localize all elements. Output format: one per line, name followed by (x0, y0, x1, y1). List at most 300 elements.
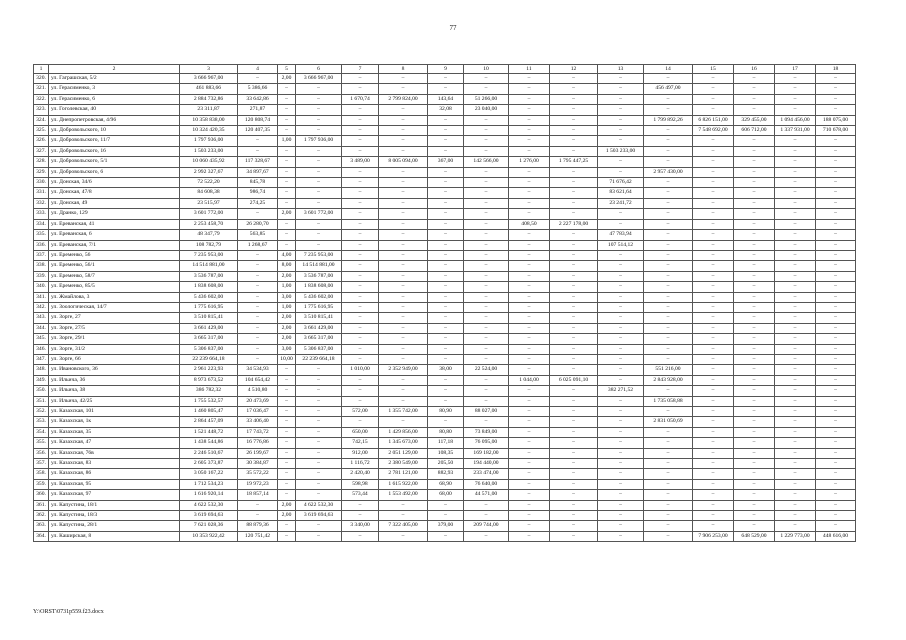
value-cell: 2,00 (278, 511, 296, 521)
row-number-cell: 343. (34, 313, 49, 323)
value-cell: – (775, 438, 816, 448)
value-cell: – (775, 490, 816, 500)
value-cell: 1 616 920,14 (180, 490, 238, 500)
value-cell: – (550, 511, 598, 521)
value-cell: – (238, 250, 278, 260)
table-row (34, 511, 856, 521)
value-cell: – (428, 115, 464, 125)
value-cell: – (816, 84, 856, 94)
value-cell: 2 831 050,69 (644, 417, 693, 427)
value-cell: – (693, 396, 734, 406)
value-cell: – (342, 417, 379, 427)
value-cell: 88 027,00 (464, 407, 509, 417)
value-cell: – (693, 448, 734, 458)
table-row (34, 167, 856, 177)
value-cell: – (238, 292, 278, 302)
value-cell: – (816, 334, 856, 344)
value-cell: – (816, 417, 856, 427)
value-cell: – (775, 500, 816, 510)
value-cell: – (598, 459, 644, 469)
value-cell: – (775, 375, 816, 385)
value-cell: – (342, 105, 379, 115)
value-cell: – (296, 84, 342, 94)
value-cell: – (278, 531, 296, 541)
value-cell: 710 678,00 (816, 126, 856, 136)
value-cell: 7 322 405,00 (379, 521, 428, 531)
value-cell: – (550, 271, 598, 281)
value-cell: – (509, 146, 550, 156)
value-cell: 84 608,38 (180, 188, 238, 198)
value-cell: – (550, 230, 598, 240)
value-cell: – (693, 94, 734, 104)
value-cell: – (816, 354, 856, 364)
value-cell: – (509, 354, 550, 364)
row-number-cell: 329. (34, 167, 49, 177)
value-cell: – (598, 365, 644, 375)
value-cell: – (428, 136, 464, 146)
value-cell: – (734, 136, 775, 146)
value-cell: – (644, 459, 693, 469)
value-cell: 1 670,74 (342, 94, 379, 104)
value-cell: – (775, 479, 816, 489)
value-cell: – (464, 146, 509, 156)
table-row (34, 105, 856, 115)
value-cell: – (598, 115, 644, 125)
value-cell: 986,74 (238, 188, 278, 198)
value-cell: – (379, 386, 428, 396)
value-cell: – (379, 313, 428, 323)
value-cell: – (509, 334, 550, 344)
value-cell: 205,50 (428, 459, 464, 469)
value-cell: – (693, 313, 734, 323)
value-cell: 2 799 824,00 (379, 94, 428, 104)
value-cell: 23 311,87 (180, 105, 238, 115)
value-cell: 2 253 458,70 (180, 219, 238, 229)
value-cell: – (296, 386, 342, 396)
table-row (34, 146, 856, 156)
value-cell: – (278, 146, 296, 156)
row-number-cell: 363. (34, 521, 49, 531)
value-cell: 2 961 223,93 (180, 365, 238, 375)
value-cell: – (693, 157, 734, 167)
value-cell: – (509, 479, 550, 489)
address-cell: ул. Ильича, 36 (49, 375, 180, 385)
value-cell: – (509, 282, 550, 292)
value-cell: – (509, 365, 550, 375)
value-cell: 1 010,00 (342, 365, 379, 375)
value-cell: 7 621 028,36 (180, 521, 238, 531)
value-cell: 44 571,00 (464, 490, 509, 500)
value-cell: 598,98 (342, 479, 379, 489)
value-cell: – (509, 230, 550, 240)
value-cell: 3 050 167,22 (180, 469, 238, 479)
register-table (33, 64, 856, 542)
value-cell: – (816, 250, 856, 260)
value-cell: – (734, 157, 775, 167)
value-cell: – (342, 146, 379, 156)
value-cell: – (693, 354, 734, 364)
value-cell: – (693, 219, 734, 229)
value-cell: – (509, 313, 550, 323)
value-cell: 1 795 447,25 (550, 157, 598, 167)
row-number-cell: 352. (34, 407, 49, 417)
value-cell: – (428, 250, 464, 260)
value-cell: – (296, 126, 342, 136)
table-row (34, 157, 856, 167)
value-cell: 1 553 492,00 (379, 490, 428, 500)
address-cell: ул. Добровольского, 10 (49, 126, 180, 136)
table-row (34, 198, 856, 208)
address-cell: ул. Герасименко, 3 (49, 84, 180, 94)
value-cell: – (550, 250, 598, 260)
value-cell: – (278, 365, 296, 375)
value-cell: 233 474,00 (464, 469, 509, 479)
table-row (34, 219, 856, 229)
value-cell: – (644, 334, 693, 344)
value-cell: – (816, 105, 856, 115)
value-cell: – (296, 427, 342, 437)
value-cell: – (509, 74, 550, 84)
value-cell: – (816, 271, 856, 281)
row-number-cell: 326. (34, 136, 49, 146)
value-cell: – (644, 219, 693, 229)
value-cell: – (296, 375, 342, 385)
value-cell: – (278, 105, 296, 115)
address-cell: ул. Ереванская, 6 (49, 230, 180, 240)
value-cell: – (816, 323, 856, 333)
value-cell: – (342, 313, 379, 323)
value-cell: – (379, 282, 428, 292)
value-cell: – (464, 302, 509, 312)
value-cell: – (278, 417, 296, 427)
value-cell: – (464, 261, 509, 271)
value-cell: – (598, 469, 644, 479)
value-cell: – (379, 240, 428, 250)
value-cell: – (464, 219, 509, 229)
value-cell: – (296, 167, 342, 177)
value-cell: 117 328,67 (238, 157, 278, 167)
value-cell: – (379, 417, 428, 427)
value-cell: – (238, 354, 278, 364)
value-cell: – (428, 500, 464, 510)
value-cell: – (550, 479, 598, 489)
value-cell: 33 406,40 (238, 417, 278, 427)
value-cell: 1,00 (278, 136, 296, 146)
value-cell: 461 883,66 (180, 84, 238, 94)
value-cell: 209 744,00 (464, 521, 509, 531)
value-cell: – (775, 178, 816, 188)
value-cell: – (598, 126, 644, 136)
value-cell: – (464, 84, 509, 94)
value-cell: 329 455,00 (734, 115, 775, 125)
row-number-cell: 324. (34, 115, 49, 125)
value-cell: – (775, 282, 816, 292)
value-cell: – (464, 417, 509, 427)
value-cell: – (693, 479, 734, 489)
value-cell: – (342, 396, 379, 406)
value-cell: – (428, 219, 464, 229)
value-cell: 2,00 (278, 334, 296, 344)
value-cell: – (644, 386, 693, 396)
value-cell: – (734, 282, 775, 292)
address-cell: ул. Еременко, 56 (49, 250, 180, 260)
value-cell: – (379, 178, 428, 188)
value-cell: – (693, 490, 734, 500)
value-cell: 1 775 616,95 (180, 302, 238, 312)
row-number-cell: 356. (34, 448, 49, 458)
value-cell: – (598, 105, 644, 115)
value-cell: – (464, 292, 509, 302)
value-cell: 2 380 549,00 (379, 459, 428, 469)
value-cell: – (644, 292, 693, 302)
value-cell: 169 182,00 (464, 448, 509, 458)
address-cell: ул. Казахская, 47 (49, 438, 180, 448)
value-cell: 3 619 694,63 (296, 511, 342, 521)
value-cell: – (598, 157, 644, 167)
value-cell: – (278, 240, 296, 250)
value-cell: – (296, 146, 342, 156)
value-cell: 2 352 949,00 (379, 365, 428, 375)
value-cell: 120 407,35 (238, 126, 278, 136)
value-cell: 194 440,00 (464, 459, 509, 469)
footer-file-path: Y:\ORST\0731p559.f23.docx (33, 609, 104, 615)
value-cell: 14 514 881,00 (296, 261, 342, 271)
address-cell: ул. Добровольского, 11/7 (49, 136, 180, 146)
address-cell: ул. Казахская, 35 (49, 427, 180, 437)
value-cell: – (428, 292, 464, 302)
value-cell: – (509, 500, 550, 510)
value-cell: – (644, 469, 693, 479)
value-cell: – (296, 438, 342, 448)
value-cell: – (550, 302, 598, 312)
value-cell: – (598, 250, 644, 260)
value-cell: – (278, 157, 296, 167)
value-cell: – (816, 490, 856, 500)
value-cell: – (238, 146, 278, 156)
value-cell: 2 227 178,00 (550, 219, 598, 229)
value-cell: 4 622 532,30 (296, 500, 342, 510)
value-cell: 1 503 233,00 (598, 146, 644, 156)
value-cell: – (428, 282, 464, 292)
address-cell: ул. Казахская, 95 (49, 479, 180, 489)
value-cell: – (342, 136, 379, 146)
value-cell: – (464, 334, 509, 344)
value-cell: – (464, 531, 509, 541)
value-cell: 2 843 928,00 (644, 375, 693, 385)
row-number-cell: 320. (34, 74, 49, 84)
value-cell: – (644, 74, 693, 84)
value-cell: – (379, 375, 428, 385)
table-row (34, 531, 856, 541)
row-number-cell: 348. (34, 365, 49, 375)
table-row (34, 490, 856, 500)
table-row (34, 282, 856, 292)
value-cell: 76 640,00 (464, 479, 509, 489)
value-cell: – (342, 209, 379, 219)
address-cell: ул. Зорге, 66 (49, 354, 180, 364)
value-cell: – (379, 198, 428, 208)
value-cell: – (550, 438, 598, 448)
value-cell: – (278, 469, 296, 479)
value-cell: 17 036,47 (238, 407, 278, 417)
value-cell: 1 521 448,72 (180, 427, 238, 437)
value-cell: 650,00 (342, 427, 379, 437)
value-cell: – (342, 302, 379, 312)
value-cell: – (734, 386, 775, 396)
value-cell: – (428, 240, 464, 250)
value-cell: – (644, 407, 693, 417)
row-number-cell: 349. (34, 375, 49, 385)
table-row (34, 136, 856, 146)
value-cell: 1 044,00 (509, 375, 550, 385)
value-cell: – (775, 448, 816, 458)
value-cell: 19 972,23 (238, 479, 278, 489)
value-cell: 3 536 787,00 (180, 271, 238, 281)
value-cell: – (278, 230, 296, 240)
value-cell: – (509, 396, 550, 406)
value-cell: 3 340,00 (342, 521, 379, 531)
value-cell: – (734, 219, 775, 229)
value-cell: – (598, 167, 644, 177)
value-cell: – (428, 354, 464, 364)
value-cell: – (775, 84, 816, 94)
value-cell: – (734, 240, 775, 250)
row-number-cell: 321. (34, 84, 49, 94)
value-cell: – (509, 323, 550, 333)
value-cell: 3,00 (278, 292, 296, 302)
value-cell: – (379, 354, 428, 364)
table-row (34, 302, 856, 312)
value-cell: – (379, 531, 428, 541)
value-cell: 32,08 (428, 105, 464, 115)
value-cell: – (775, 521, 816, 531)
value-cell: – (598, 438, 644, 448)
value-cell: – (296, 365, 342, 375)
row-number-cell: 322. (34, 94, 49, 104)
value-cell: – (342, 115, 379, 125)
value-cell: – (693, 521, 734, 531)
value-cell: – (693, 84, 734, 94)
address-cell: ул. Еременко, 56/1 (49, 261, 180, 271)
address-cell: ул. Казахская, 1к (49, 417, 180, 427)
address-cell: ул. Еременко, 58/7 (49, 271, 180, 281)
value-cell: – (693, 511, 734, 521)
table-row (34, 323, 856, 333)
value-cell: 14 514 881,00 (180, 261, 238, 271)
address-cell: ул. Еременко, 85/5 (49, 282, 180, 292)
value-cell: 274,25 (238, 198, 278, 208)
value-cell: – (509, 115, 550, 125)
value-cell: 572,00 (342, 407, 379, 417)
value-cell: – (734, 469, 775, 479)
address-cell: ул. Каширская, 8 (49, 531, 180, 541)
value-cell: – (509, 417, 550, 427)
value-cell: – (278, 490, 296, 500)
value-cell: – (598, 521, 644, 531)
value-cell: – (693, 427, 734, 437)
value-cell: – (509, 459, 550, 469)
value-cell: – (550, 344, 598, 354)
value-cell: – (598, 427, 644, 437)
value-cell: – (644, 146, 693, 156)
value-cell: – (816, 240, 856, 250)
value-cell: 2 246 510,67 (180, 448, 238, 458)
value-cell: – (775, 313, 816, 323)
value-cell: 2 605 373,87 (180, 459, 238, 469)
value-cell: 23 040,00 (464, 105, 509, 115)
table-row (34, 74, 856, 84)
table-row (34, 84, 856, 94)
value-cell: – (644, 271, 693, 281)
value-cell: – (734, 438, 775, 448)
value-cell: – (342, 250, 379, 260)
value-cell: – (509, 126, 550, 136)
row-number-cell: 354. (34, 427, 49, 437)
value-cell: – (693, 209, 734, 219)
value-cell: – (379, 84, 428, 94)
value-cell: – (509, 240, 550, 250)
value-cell: – (550, 396, 598, 406)
value-cell: – (379, 292, 428, 302)
value-cell: – (428, 198, 464, 208)
value-cell: – (550, 469, 598, 479)
address-cell: ул. Казахская, 83 (49, 459, 180, 469)
table-row (34, 126, 856, 136)
table-row (34, 365, 856, 375)
value-cell: – (296, 240, 342, 250)
value-cell: – (509, 511, 550, 521)
value-cell: – (598, 344, 644, 354)
table-row (34, 334, 856, 344)
value-cell: 2 957 430,00 (644, 167, 693, 177)
value-cell: 1 797 936,00 (180, 136, 238, 146)
value-cell: 23 241,72 (598, 198, 644, 208)
value-cell: – (816, 375, 856, 385)
address-cell: ул. Герасименко, 6 (49, 94, 180, 104)
row-number-cell: 327. (34, 146, 49, 156)
value-cell: – (693, 417, 734, 427)
value-cell: – (644, 302, 693, 312)
value-cell: 3 661 429,00 (296, 323, 342, 333)
table-row (34, 209, 856, 219)
value-cell: – (342, 500, 379, 510)
value-cell: 1 355 742,00 (379, 407, 428, 417)
value-cell: 1 337 931,00 (775, 126, 816, 136)
row-number-cell: 361. (34, 500, 49, 510)
value-cell: – (550, 334, 598, 344)
value-cell: – (278, 219, 296, 229)
value-cell: – (693, 178, 734, 188)
value-cell: 456 497,00 (644, 84, 693, 94)
address-cell: ул. Казахская, 86 (49, 469, 180, 479)
value-cell: – (296, 219, 342, 229)
value-cell: – (550, 417, 598, 427)
address-cell: ул. Гаграшская, 5/2 (49, 74, 180, 84)
value-cell: – (509, 344, 550, 354)
value-cell: – (509, 250, 550, 260)
value-cell: – (734, 407, 775, 417)
value-cell: 7 235 953,00 (180, 250, 238, 260)
value-cell: – (464, 344, 509, 354)
value-cell: – (775, 459, 816, 469)
value-cell: – (379, 302, 428, 312)
value-cell: – (428, 84, 464, 94)
value-cell: – (428, 167, 464, 177)
value-cell: – (598, 375, 644, 385)
value-cell: – (278, 167, 296, 177)
value-cell: – (816, 511, 856, 521)
value-cell: – (734, 271, 775, 281)
